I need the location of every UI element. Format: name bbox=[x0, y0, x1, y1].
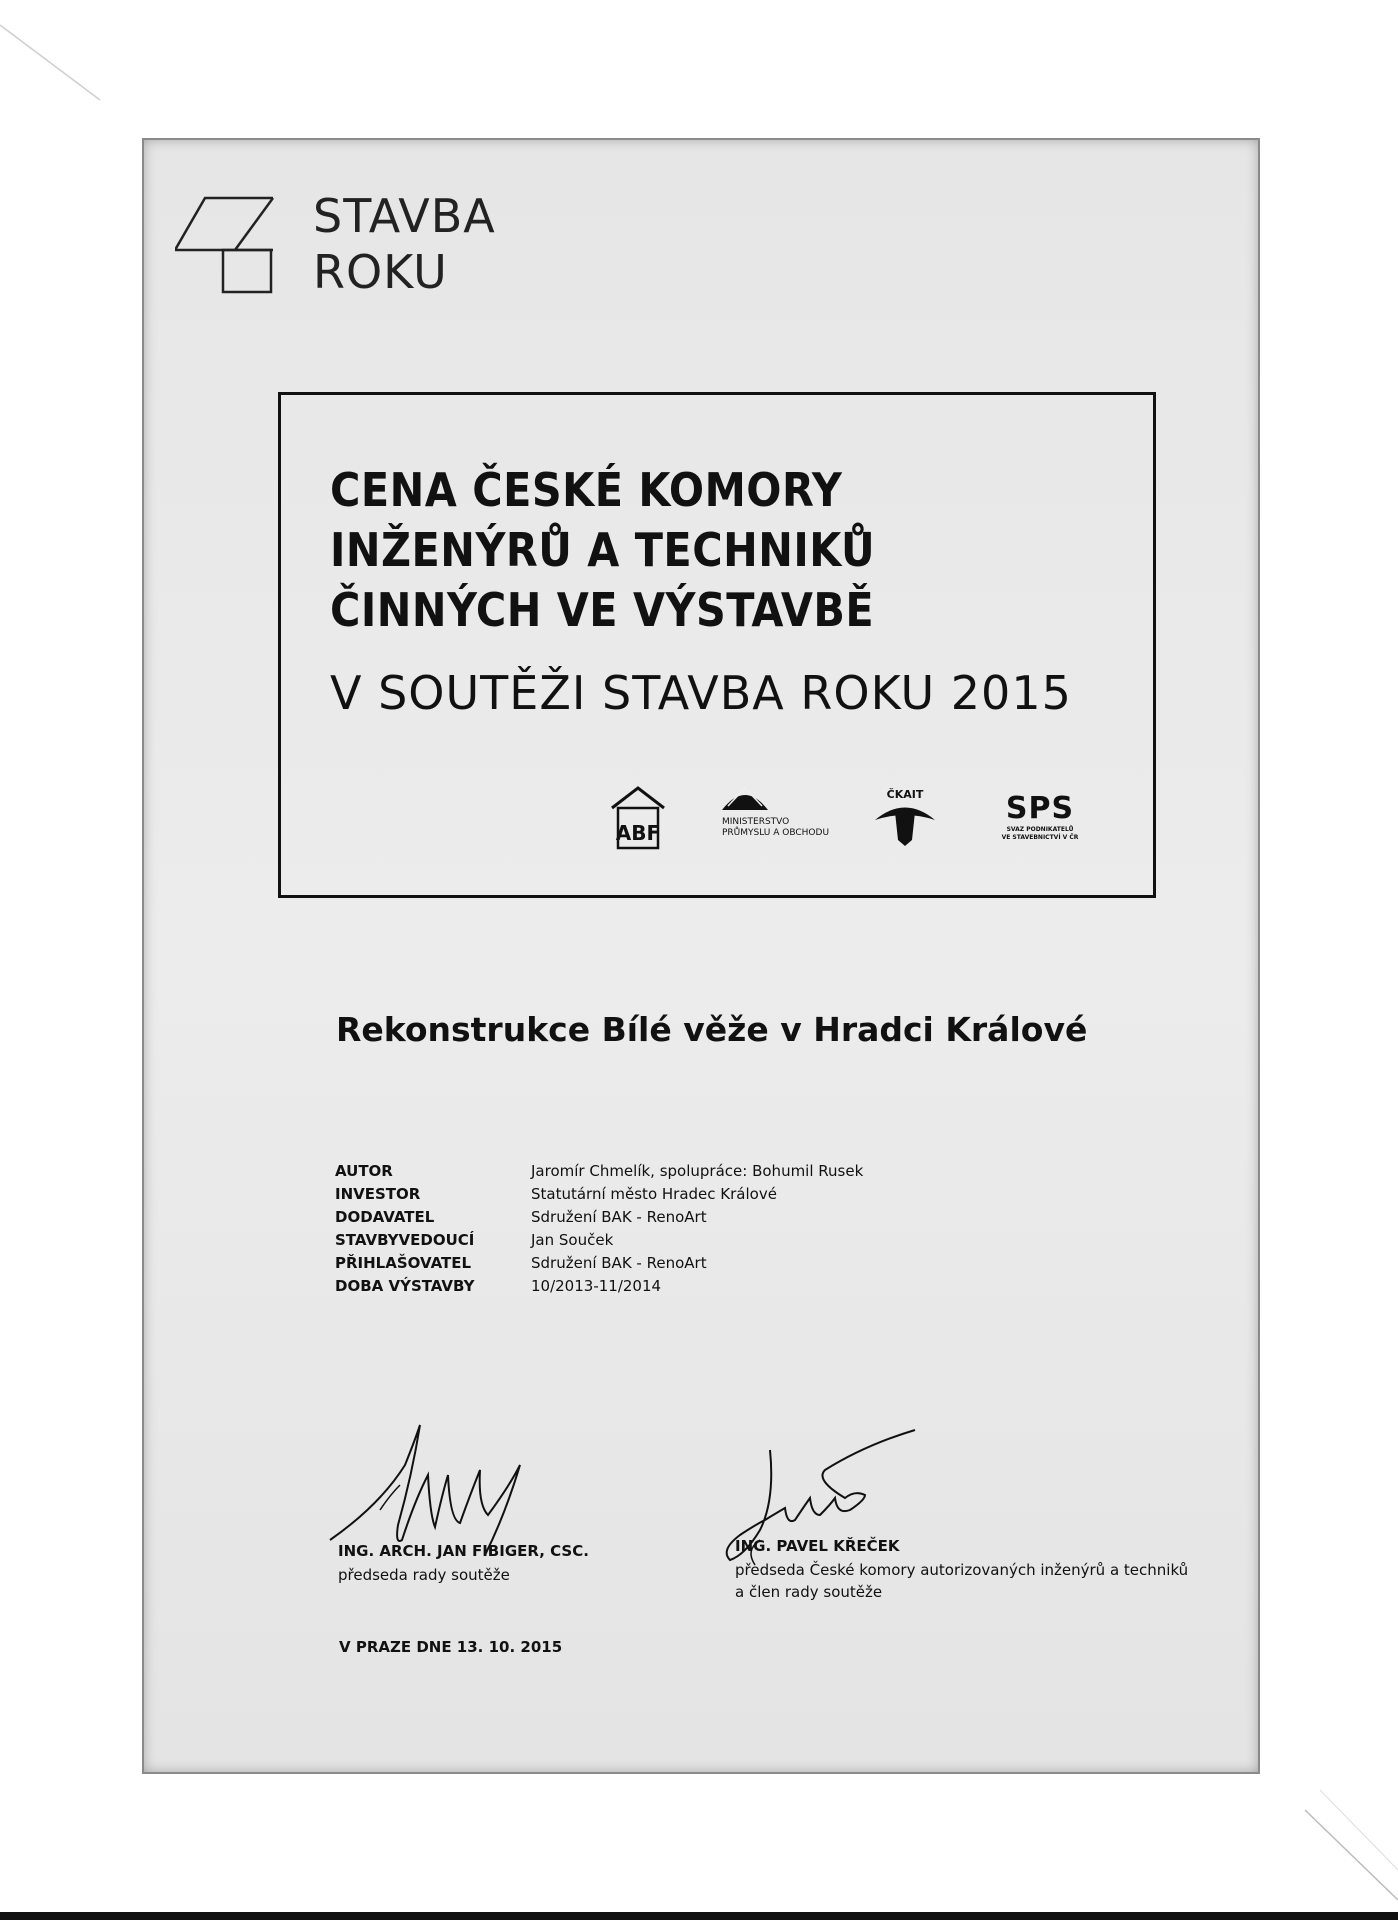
sps-logo-icon bbox=[1002, 791, 1079, 841]
detail-value: 10/2013-11/2014 bbox=[531, 1277, 662, 1295]
stavba-roku-logo-icon bbox=[175, 190, 275, 300]
certificate-sheet bbox=[142, 138, 1260, 1774]
signature-krecek bbox=[715, 1420, 935, 1580]
detail-label: AUTOR bbox=[335, 1162, 393, 1180]
signatory-2-name: ING. PAVEL KŘEČEK bbox=[735, 1537, 900, 1555]
ckait-logo-icon bbox=[875, 788, 935, 846]
brand-wordmark bbox=[313, 188, 496, 300]
signatory-1-name: ING. ARCH. JAN FIBIGER, CSC. bbox=[338, 1542, 589, 1560]
award-title-line-3: ČINNÝCH VE VÝSTAVBĚ bbox=[330, 583, 875, 637]
brand-line-2: ROKU bbox=[313, 245, 448, 299]
sps-label: SPS bbox=[1005, 791, 1075, 826]
project-title: Rekonstrukce Bílé věže v Hradci Králové bbox=[336, 1010, 1088, 1049]
detail-value: Sdružení BAK - RenoArt bbox=[531, 1254, 707, 1272]
detail-value: Jan Souček bbox=[531, 1231, 614, 1249]
award-subtitle: V SOUTĚŽI STAVBA ROKU 2015 bbox=[330, 666, 1072, 720]
detail-label: STAVBYVEDOUCÍ bbox=[335, 1231, 475, 1249]
place-and-date: V PRAZE DNE 13. 10. 2015 bbox=[339, 1638, 563, 1656]
signatory-2-role-line-1: předseda České komory autorizovaných inženýrů a techniků bbox=[735, 1561, 1189, 1579]
sps-label-line-1: SVAZ PODNIKATELŮ bbox=[1006, 826, 1074, 833]
mpo-label-line-1: MINISTERSTVO bbox=[722, 817, 790, 827]
detail-value: Jaromír Chmelík, spolupráce: Bohumil Rusek bbox=[531, 1162, 864, 1180]
detail-label: DOBA VÝSTAVBY bbox=[335, 1277, 475, 1295]
signatory-1-role: předseda rady soutěže bbox=[338, 1566, 510, 1584]
signatory-2-role-line-2: a člen rady soutěže bbox=[735, 1583, 883, 1601]
detail-value: Statutární město Hradec Králové bbox=[531, 1185, 777, 1203]
mpo-logo-icon bbox=[722, 788, 829, 838]
mpo-label-line-2: PRŮMYSLU A OBCHODU bbox=[722, 828, 830, 838]
detail-label: DODAVATEL bbox=[335, 1208, 435, 1226]
sps-label-line-2: VE STAVEBNICTVÍ V ČR bbox=[1001, 834, 1079, 841]
ckait-label: ČKAIT bbox=[886, 788, 924, 801]
abf-logo-icon bbox=[612, 788, 664, 848]
signatory-2-role bbox=[735, 1559, 1188, 1603]
partner-logos bbox=[600, 780, 1100, 860]
award-title-line-1: CENA ČESKÉ KOMORY bbox=[330, 463, 843, 517]
detail-label: PŘIHLAŠOVATEL bbox=[335, 1254, 472, 1272]
award-title bbox=[330, 460, 875, 640]
abf-label: ABF bbox=[615, 821, 661, 845]
detail-value: Sdružení BAK - RenoArt bbox=[531, 1208, 707, 1226]
brand-line-1: STAVBA bbox=[313, 189, 496, 243]
detail-label: INVESTOR bbox=[335, 1185, 421, 1203]
award-title-line-2: INŽENÝRŮ A TECHNIKŮ bbox=[330, 523, 876, 577]
